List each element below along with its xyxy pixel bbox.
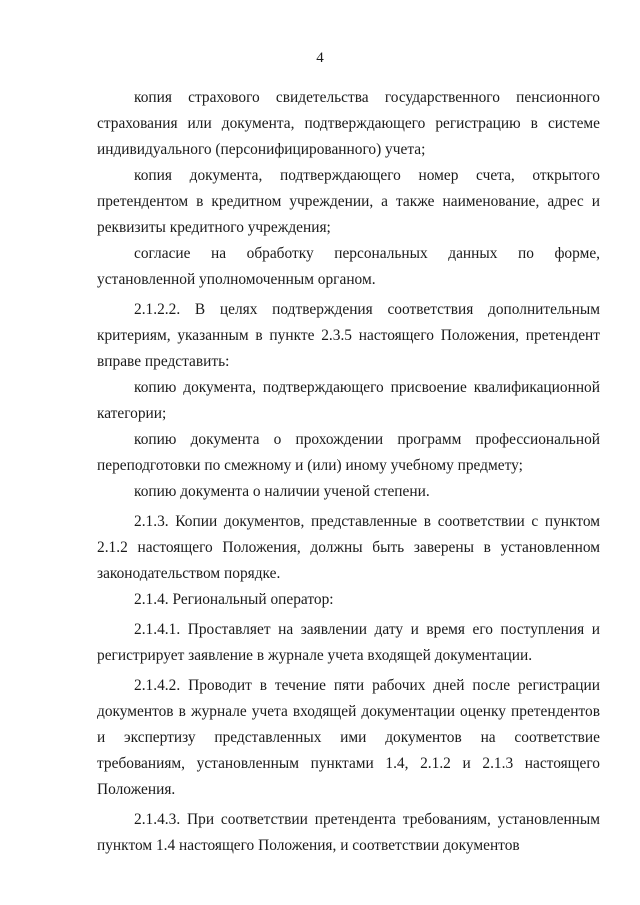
paragraph-2-1-3: 2.1.3. Копии документов, представленные в соответствии с пунктом 2.1.2 настоящего Положения, должны быть заверены в установленном законодательством порядке. bbox=[97, 513, 600, 582]
paragraph-2-1-4-3: 2.1.4.3. При соответствии претендента требованиям, установленным пунктом 1.4 настоящего Положения, и соответствии документов bbox=[97, 811, 600, 854]
paragraph-bank-account: копия документа, подтверждающего номер счета, открытого претендентом в кредитном учреждении, а также наименование, адрес и реквизиты кредитного учреждения; bbox=[97, 167, 600, 236]
paragraph-academic-degree: копию документа о наличии ученой степени. bbox=[134, 483, 430, 500]
paragraph-2-1-4: 2.1.4. Региональный оператор: bbox=[134, 591, 334, 608]
paragraph-qualification-category: копию документа, подтверждающего присвоение квалификационной категории; bbox=[97, 379, 600, 422]
paragraph-retraining: копию документа о прохождении программ профессиональной переподготовки по смежному и (или) иному учебному предмету; bbox=[97, 431, 600, 474]
paragraph-insurance-certificate: копия страхового свидетельства государственного пенсионного страхования или документа, подтверждающего регистрацию в системе индивидуального (персонифицированного) учета; bbox=[97, 89, 600, 158]
paragraph-personal-data-consent: согласие на обработку персональных данных по форме, установленной уполномоченным органом. bbox=[97, 245, 600, 288]
document-body bbox=[97, 85, 600, 859]
paragraph-2-1-4-1: 2.1.4.1. Проставляет на заявлении дату и время его поступления и регистрирует заявление в журнале учета входящей документации. bbox=[97, 621, 600, 664]
paragraph-2-1-4-2: 2.1.4.2. Проводит в течение пяти рабочих дней после регистрации документов в журнале учета входящей документации оценку претендентов и экспертизу представленных ими документов на соответствие требованиям, установленным пунктами 1.4, 2.1.2 и 2.1.3 настоящего Положения. bbox=[97, 677, 600, 798]
paragraph-2-1-2-2: 2.1.2.2. В целях подтверждения соответствия дополнительным критериям, указанным в пункте 2.3.5 настоящего Положения, претендент вправе представить: bbox=[97, 301, 600, 370]
page-number: 4 bbox=[316, 50, 324, 66]
